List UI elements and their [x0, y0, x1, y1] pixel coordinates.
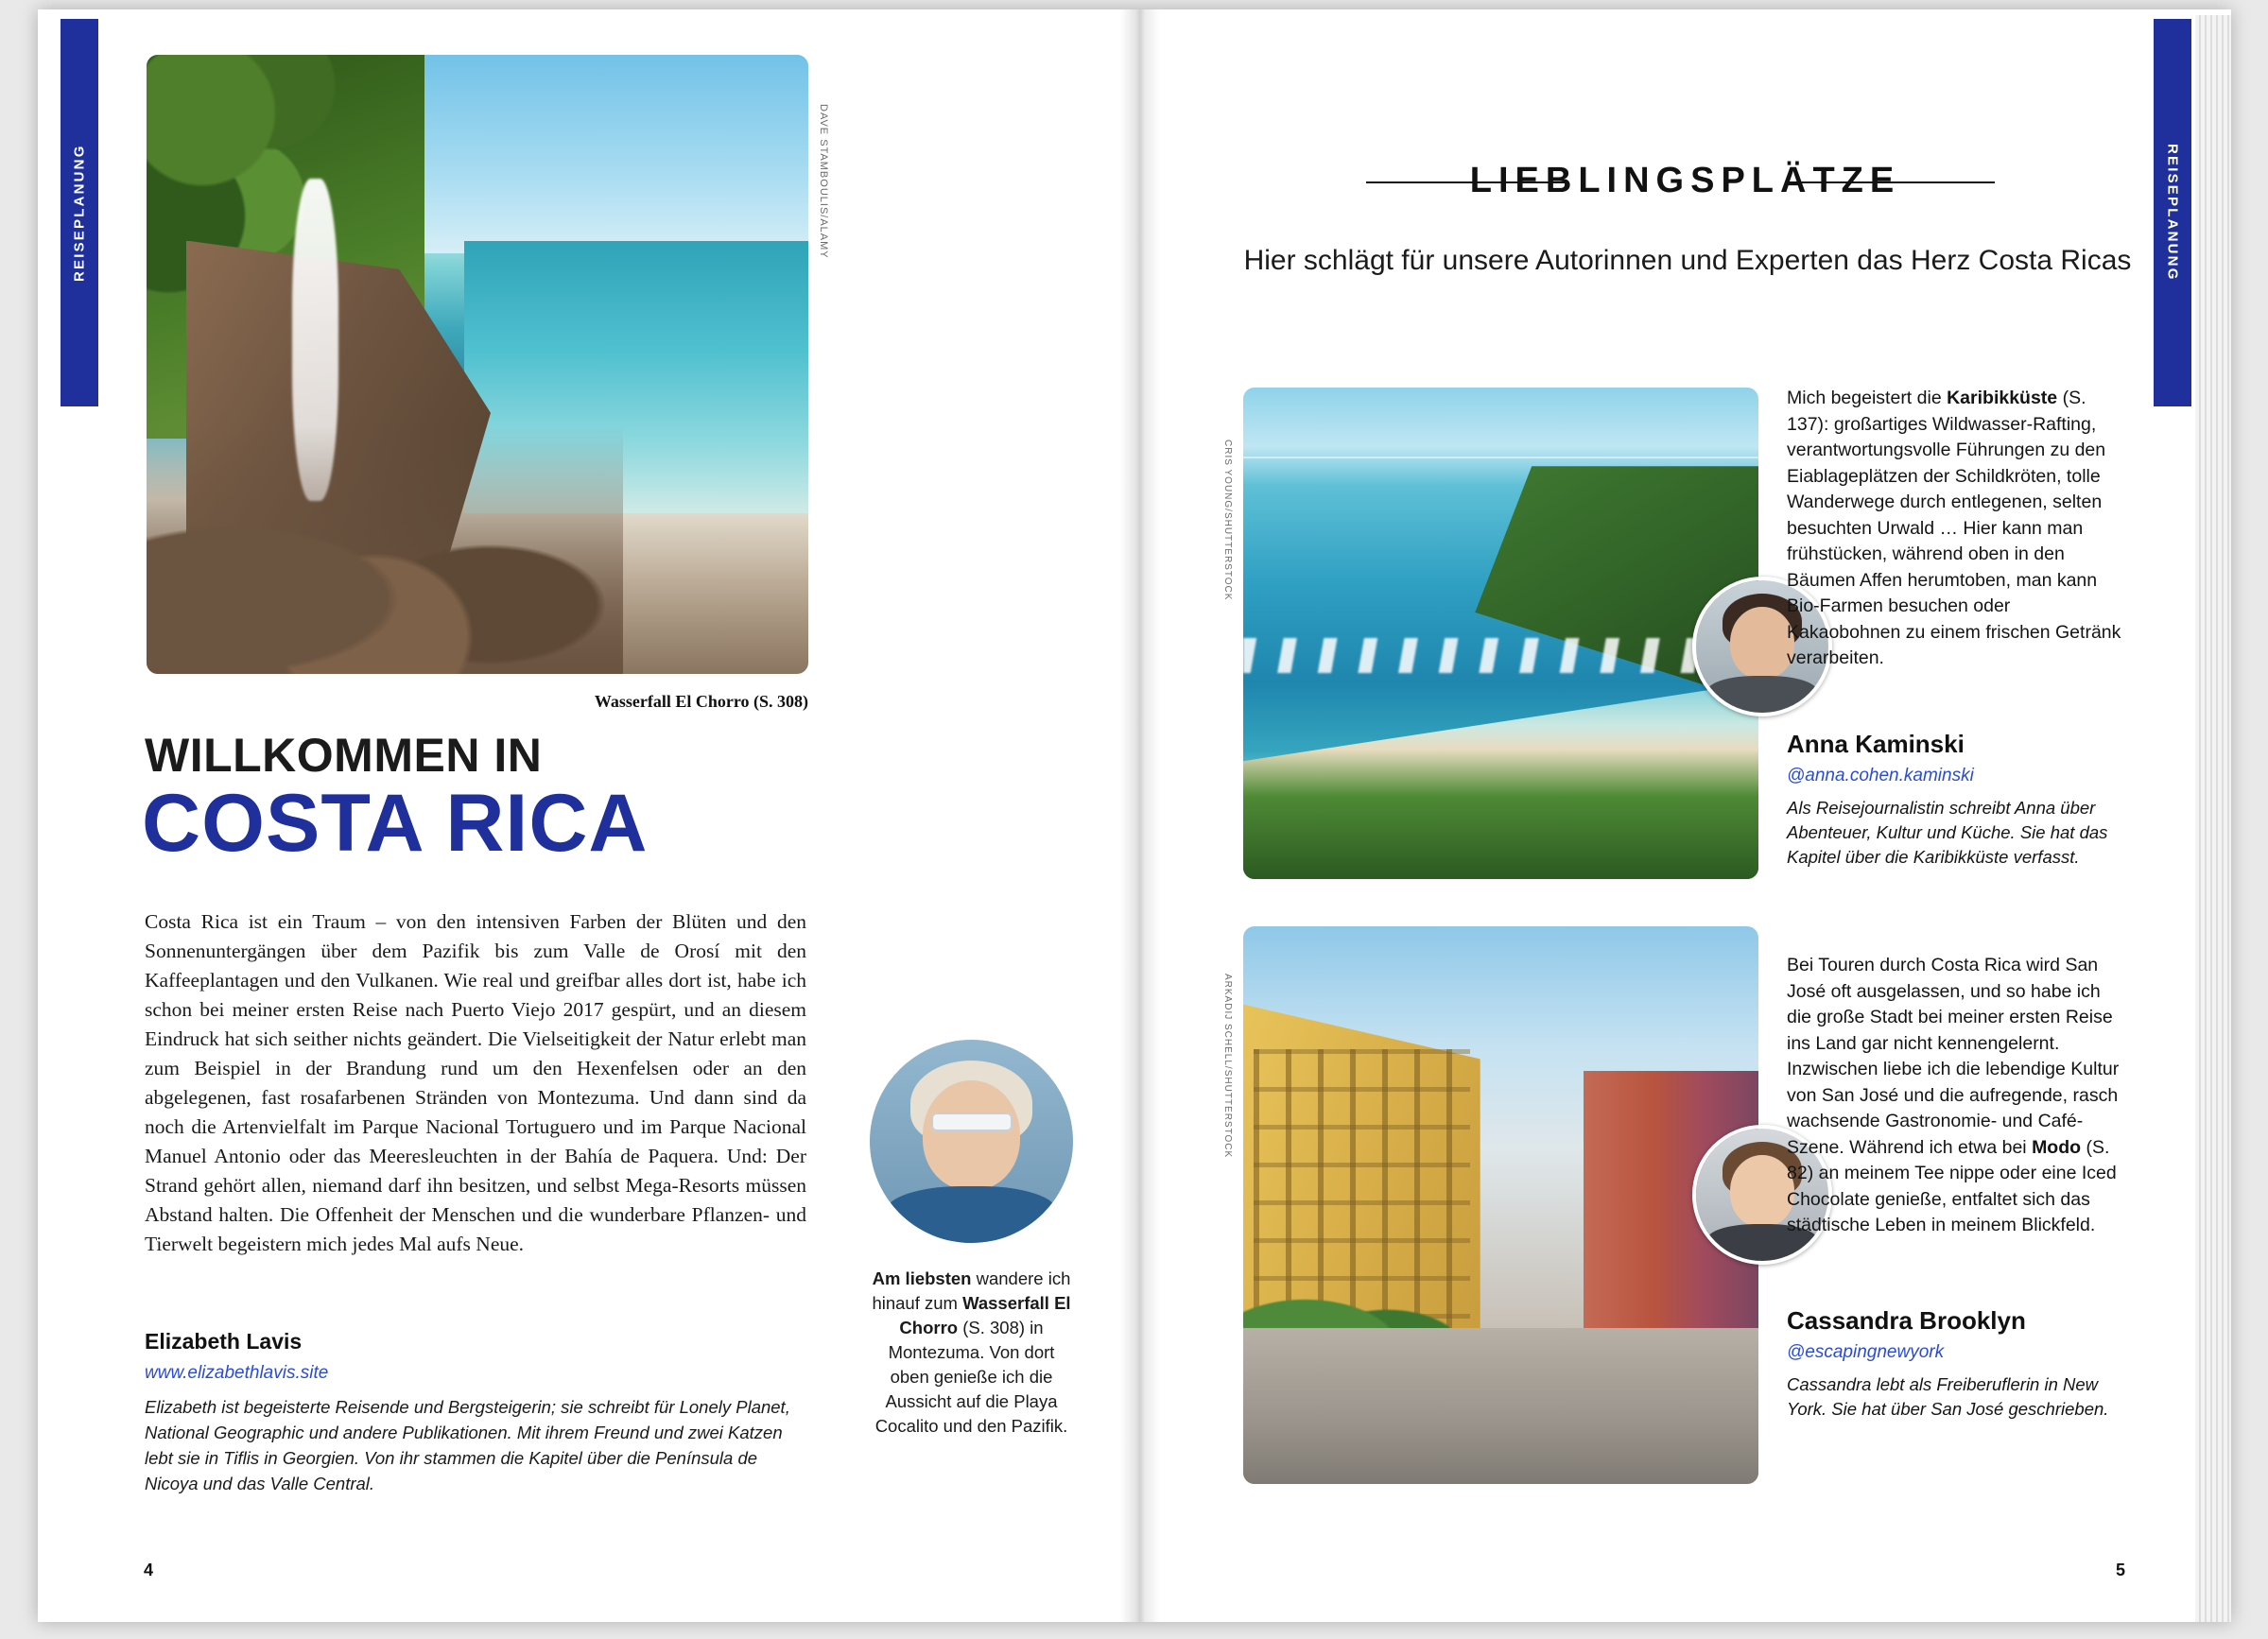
hero-photo-waterfall — [147, 55, 808, 674]
book-gutter — [1120, 9, 1160, 1622]
entry-name-1: Anna Kaminski — [1787, 730, 1965, 758]
hero-photo-credit: DAVE STAMBOULIS/ALAMY — [818, 104, 829, 259]
author-name: Elizabeth Lavis — [145, 1329, 303, 1354]
entry-photo-credit-1: CRIS YOUNG/SHUTTERSTOCK — [1222, 440, 1233, 601]
entry-text-1-bold: Karibikküste — [1947, 388, 2058, 408]
author-website-link[interactable]: www.elizabethlavis.site — [145, 1363, 329, 1383]
entry-handle-2[interactable]: @escapingnewyork — [1787, 1342, 1945, 1362]
entry-text-1-pre: Mich begeistert die — [1787, 388, 1948, 408]
section-tab-right-label: REISEPLANUNG — [2164, 144, 2181, 282]
entry-text-2-bold: Modo — [2032, 1136, 2082, 1158]
side-caption — [870, 1267, 1073, 1439]
author-bio: Elizabeth ist begeisterte Reisende und Bergsteigerin; sie schreibt für Lonely Planet, National Geographic und andere Publikationen. Mit ihrem Freund und zwei Katzen lebt sie in Tiflis in Georgien. Von ihr stammen die Kapitel über die Península de Nicoya und das Valle Central. — [145, 1397, 790, 1493]
page-left — [38, 9, 1139, 1622]
entry-text-1 — [1787, 386, 2127, 672]
side-caption-rest: wandere ich hinauf zum — [872, 1268, 1071, 1313]
lead-paragraph: Costa Rica ist ein Traum – von den intensiven Farben der Blüten und den Sonnenuntergängen über dem Pazifik bis zum Valle de Orosí mit den Kaffeeplantagen und den Vulkanen. Wie real und greifbar alles dort ist, habe ich schon bei meiner ersten Reise nach Puerto Viejo 2017 gespürt, und an diesem Eindruck hat sich seither nichts geändert. Die Vielseitigkeit der Natur erlebt man zum Beispiel in der Brandung rund um den Hexenfelsen oder an den abgelegenen, fast rosafarbenen Stränden von Montezuma. Und dann sind da noch die Artenvielfalt im Parque Nacional Tortuguero und im Parque Nacional Manuel Antonio oder das Meeresleuchten in der Bahía de Paquera. Und: Der Strand gehört allen, niemand darf ihn besitzen, und selbst Mega-Resorts müssen Abstand halten. Die Offenheit der Menschen und die wunderbare Pflanzen- und Tierwelt begeistern mich jedes Mal aufs Neue. — [145, 910, 806, 1255]
side-caption-bold: Am liebsten — [872, 1268, 972, 1288]
book — [38, 9, 2231, 1622]
section-tab-right — [2154, 19, 2191, 406]
page-title: COSTA RICA — [142, 778, 649, 869]
folio-left: 4 — [144, 1561, 154, 1579]
avatar-elizabeth — [870, 1040, 1073, 1243]
section-subtitle: Hier schlägt für unsere Autorinnen und Experten das Herz Costa Ricas — [1243, 245, 2132, 276]
entry-photo-credit-2: ARKADIJ SCHELL/SHUTTERSTOCK — [1222, 974, 1233, 1159]
hero-caption: Wasserfall El Chorro (S. 308) — [594, 692, 808, 711]
page-edges — [2195, 15, 2231, 1622]
side-caption-bold2: Wasserfall El Chorro — [899, 1293, 1071, 1337]
entry-bio-1: Als Reisejournalistin schreibt Anna über Abenteuer, Kultur und Küche. Sie hat das Kapitel über die Karibikküste verfasst. — [1787, 798, 2108, 867]
entry-bio-2: Cassandra lebt als Freiberuflerin in New York. Sie hat über San José geschrieben. — [1787, 1374, 2109, 1419]
entry-text-2-post: (S. 82) an meinem Tee nippe oder eine Iced Chocolate genieße, entfaltet sich das städtische Leben in meinem Blickfeld. — [1787, 1136, 2117, 1235]
entry-text-2 — [1787, 953, 2127, 1239]
page-kicker: WILLKOMMEN IN — [145, 729, 543, 782]
page-right — [1139, 9, 2231, 1622]
folio-right: 5 — [2115, 1561, 2125, 1579]
section-tab-left-label: REISEPLANUNG — [71, 144, 88, 282]
side-caption-rest2: (S. 308) in Montezuma. Von dort oben genieße ich die Aussicht auf die Playa Cocalito und den Pazifik. — [874, 1318, 1068, 1436]
entry-text-2-pre: Bei Touren durch Costa Rica wird San José oft ausgelassen, und so habe ich die große Stadt bei meiner ersten Reise ins Land gar nicht kennengelernt. Inzwischen liebe ich die lebendige Kultur von San José und die aufregende, rasch wachsende Gastronomie- und Café-Szene. Während ich etwa bei — [1787, 955, 2120, 1158]
entry-photo-san-jose — [1243, 926, 1758, 1484]
section-title: LIEBLINGSPLÄTZE — [1469, 161, 1901, 200]
entry-handle-1[interactable]: @anna.cohen.kaminski — [1787, 766, 1974, 785]
entry-name-2: Cassandra Brooklyn — [1787, 1306, 2026, 1335]
section-tab-left — [61, 19, 98, 406]
entry-photo-caribbean — [1243, 388, 1758, 879]
entry-text-1-post: (S. 137): großartiges Wildwasser-Rafting, verantwortungsvolle Führungen zu den Eiablageplätzen der Schildkröten, tolle Wanderwege durch entlegenen, selten besuchten Urwald … Hier kann man frühstücken, während oben in den Bäumen Affen herumtoben, man kann Bio-Farmen besuchen oder Kakaobohnen zu einem frischen Getränk verarbeiten. — [1787, 388, 2121, 668]
